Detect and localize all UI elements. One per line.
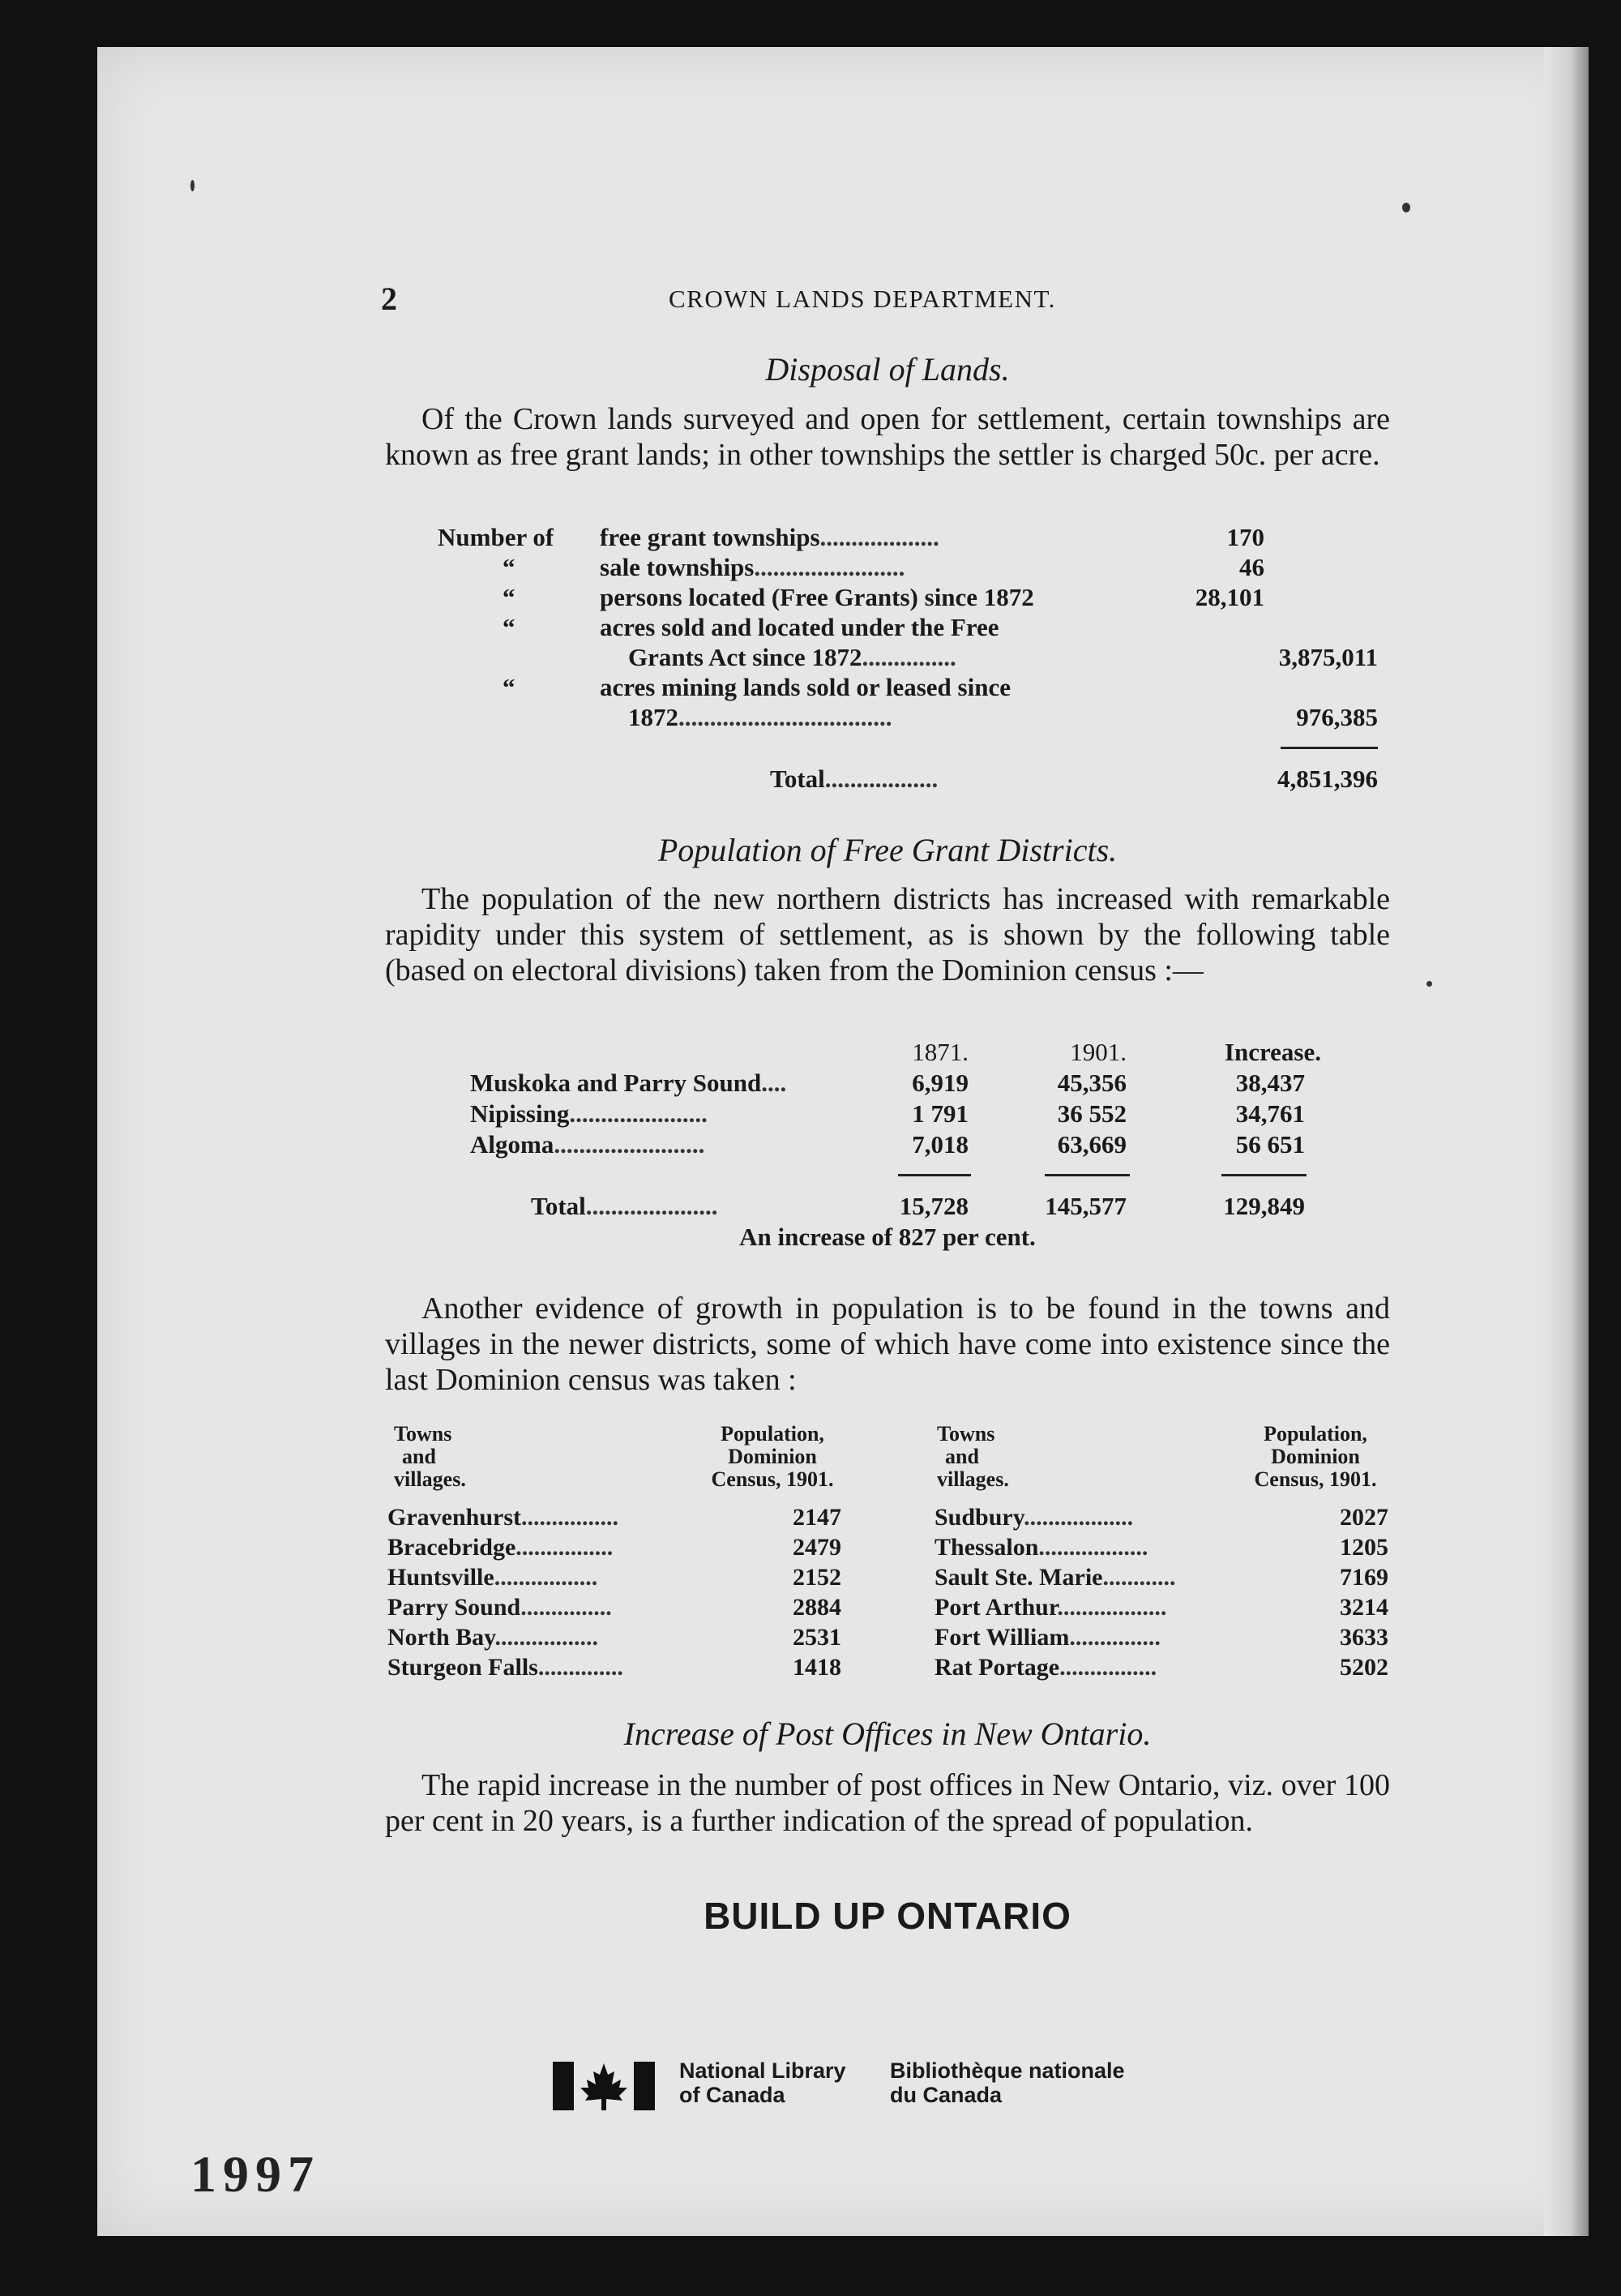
district-name <box>470 1130 704 1159</box>
row-label <box>600 523 939 552</box>
leader-dots: ........................ <box>754 553 905 581</box>
town-name <box>935 1534 1148 1561</box>
leader-dots: .................................. <box>678 703 892 731</box>
town-name <box>935 1594 1166 1621</box>
population-row <box>470 1130 1321 1161</box>
value-increase: 38,437 <box>1235 1069 1305 1097</box>
town-name <box>387 1624 598 1651</box>
disposal-row <box>438 523 1378 552</box>
leader-dots: ..................... <box>585 1192 718 1220</box>
section-title-population: Population of Free Grant Districts. <box>657 832 1118 868</box>
town-name-text: Bracebridge <box>387 1534 516 1561</box>
disposal-row <box>438 643 1378 672</box>
leader-dots: ................. <box>494 1564 598 1591</box>
section-title-disposal: Disposal of Lands. <box>765 351 1010 388</box>
leader-dots: ................. <box>494 1624 599 1651</box>
town-name <box>935 1504 1133 1531</box>
leader-dots: .................. <box>1024 1504 1134 1531</box>
district-name <box>470 1099 708 1129</box>
header-line: Population, <box>1264 1422 1367 1446</box>
disposal-row <box>438 703 1378 732</box>
col-header-1871: 1871. <box>912 1038 969 1066</box>
population-header-row <box>470 1038 1321 1069</box>
population-row <box>470 1099 1321 1130</box>
district-name <box>470 1069 786 1098</box>
value-increase: 34,761 <box>1235 1099 1305 1128</box>
town-population: 1205 <box>1340 1534 1388 1561</box>
town-row <box>935 1624 1388 1654</box>
row-prefix: “ <box>503 613 515 641</box>
col-header-increase: Increase. <box>1224 1038 1321 1066</box>
disposal-paragraph-text: Of the Crown lands surveyed and open for settlement, certain townships are known as free grant lands; in other townships the settler is charged 50c. per acre. <box>385 402 1390 472</box>
row-prefix: “ <box>503 553 515 581</box>
town-name <box>387 1594 612 1621</box>
town-name-text: Parry Sound <box>387 1594 521 1621</box>
header-line: Towns <box>937 1422 995 1446</box>
town-name <box>387 1504 618 1531</box>
row-label <box>628 643 956 672</box>
town-row <box>935 1594 1388 1624</box>
library-name-line: National Library <box>679 2058 846 2083</box>
town-population: 7169 <box>1340 1564 1388 1591</box>
row-label-text: sale townships <box>600 553 755 581</box>
increase-note: An increase of 827 per cent. <box>739 1223 1036 1251</box>
library-name-line: Bibliothèque nationale <box>890 2058 1125 2083</box>
town-name-text: Huntsville <box>387 1564 494 1591</box>
disposal-paragraph <box>385 401 1390 473</box>
disposal-total-row <box>438 765 1378 794</box>
value-1901: 63,669 <box>1057 1130 1127 1159</box>
row-value: 28,101 <box>1195 583 1264 611</box>
town-population: 2152 <box>793 1564 841 1591</box>
town-population: 2884 <box>793 1594 841 1621</box>
towns-header-population <box>704 1423 841 1491</box>
disposal-row <box>438 673 1378 702</box>
row-value: 46 <box>1239 553 1264 581</box>
leader-dots: ................ <box>521 1504 618 1531</box>
row-label: acres sold and located under the Free <box>600 613 999 641</box>
population-paragraph <box>385 881 1390 988</box>
leader-dots: ............... <box>1069 1624 1161 1651</box>
population-paragraph-text: The population of the new northern districts has increased with remarkable rapidity under this system of settlement, as is shown by the following table (based on electoral divisions) taken from the Dominion census :— <box>385 882 1390 987</box>
value-1901: 36 552 <box>1057 1099 1127 1128</box>
header-line: villages. <box>937 1467 1009 1491</box>
row-label-text: Grants Act since 1872 <box>628 643 862 671</box>
town-row <box>387 1564 841 1594</box>
row-label-text: free grant townships <box>600 523 820 551</box>
town-name-text: Port Arthur <box>935 1594 1058 1621</box>
value-1871: 7,018 <box>912 1130 969 1159</box>
row-value: 976,385 <box>1296 703 1378 731</box>
header-line: Population, <box>721 1422 824 1446</box>
disposal-row <box>438 553 1378 582</box>
value-1871: 1 791 <box>912 1099 969 1128</box>
leader-dots: ............ <box>1102 1564 1176 1591</box>
library-name-line: of Canada <box>679 2083 785 2107</box>
town-population: 2027 <box>1340 1504 1388 1531</box>
disposal-row <box>438 583 1378 612</box>
row-label: acres mining lands sold or leased since <box>600 673 1011 701</box>
town-name <box>387 1534 613 1561</box>
post-offices-paragraph <box>385 1767 1390 1839</box>
town-name-text: Thessalon <box>935 1534 1039 1561</box>
town-population: 5202 <box>1340 1654 1388 1681</box>
value-increase: 56 651 <box>1235 1130 1305 1159</box>
town-name-text: Sault Ste. Marie <box>935 1564 1103 1591</box>
library-name-french <box>890 2058 1125 2107</box>
town-row <box>387 1594 841 1624</box>
leader-dots: ................ <box>1059 1654 1157 1681</box>
district-name-text: Nipissing <box>470 1099 570 1128</box>
canada-flag-logo-icon <box>551 2058 657 2114</box>
towns-paragraph-text: Another evidence of growth in population is to be found in the towns and villages in the newer districts, some of which have come into existence since the last Dominion census was taken : <box>385 1292 1390 1397</box>
total-1871: 15,728 <box>899 1192 969 1220</box>
row-value: 170 <box>1226 523 1264 551</box>
total-1901: 145,577 <box>1045 1192 1127 1220</box>
district-name-text: Algoma <box>470 1130 554 1159</box>
population-total-row <box>470 1192 1321 1223</box>
total-label <box>531 1192 718 1221</box>
sum-rule <box>1281 747 1378 749</box>
total-label <box>770 765 938 794</box>
town-name <box>935 1564 1175 1591</box>
town-population: 3633 <box>1340 1624 1388 1651</box>
row-prefix: “ <box>503 673 515 701</box>
value-1871: 6,919 <box>912 1069 969 1097</box>
header-line: Census, 1901. <box>1254 1467 1377 1491</box>
leader-dots: .................. <box>1038 1534 1148 1561</box>
leader-dots: ...................... <box>569 1099 708 1128</box>
header-line: Census, 1901. <box>711 1467 834 1491</box>
page-number: 2 <box>381 281 397 317</box>
leader-dots: ........................ <box>554 1130 705 1159</box>
town-name-text: Rat Portage <box>935 1654 1060 1681</box>
towns-header-population-2 <box>1238 1423 1392 1491</box>
town-name <box>387 1564 597 1591</box>
leader-dots: .................. <box>824 765 939 793</box>
town-name <box>935 1654 1157 1681</box>
town-population: 2531 <box>793 1624 841 1651</box>
town-population: 2147 <box>793 1504 841 1531</box>
sum-rule <box>898 1174 971 1176</box>
total-label-text: Total <box>770 765 825 793</box>
header-line: villages. <box>394 1467 466 1491</box>
towns-header-left <box>394 1423 466 1491</box>
sum-rule <box>1045 1174 1130 1176</box>
row-prefix: “ <box>503 583 515 611</box>
header-line: Dominion <box>728 1445 817 1468</box>
towns-header-left-2 <box>937 1423 1009 1491</box>
running-head: CROWN LANDS DEPARTMENT. <box>669 285 1056 313</box>
town-name-text: Fort William <box>935 1624 1070 1651</box>
town-name-text: Sudbury <box>935 1504 1024 1531</box>
leader-dots: ............... <box>520 1594 612 1621</box>
page-header <box>381 280 1394 320</box>
leader-dots: ................... <box>819 523 939 551</box>
leader-dots: ................ <box>515 1534 614 1561</box>
town-row <box>387 1654 841 1684</box>
row-prefix: Number of <box>438 523 554 551</box>
row-value: 3,875,011 <box>1278 643 1378 671</box>
row-label <box>600 553 905 582</box>
total-increase: 129,849 <box>1223 1192 1305 1220</box>
town-row <box>935 1534 1388 1564</box>
sum-rule <box>1221 1174 1307 1176</box>
header-line: Towns <box>394 1422 452 1446</box>
district-name-text: Muskoka and Parry Sound <box>470 1069 762 1097</box>
town-population: 2479 <box>793 1534 841 1561</box>
library-credit <box>551 2055 1200 2120</box>
leader-dots: ............... <box>862 643 956 671</box>
header-line: Dominion <box>1271 1445 1360 1468</box>
town-row <box>387 1504 841 1534</box>
town-population: 3214 <box>1340 1594 1388 1621</box>
leader-dots: .................. <box>1057 1594 1167 1621</box>
leader-dots: .............. <box>537 1654 623 1681</box>
towns-paragraph <box>385 1291 1390 1398</box>
header-line: and <box>945 1445 979 1468</box>
town-name-text: Sturgeon Falls <box>387 1654 538 1681</box>
header-line: and <box>402 1445 436 1468</box>
section-title-post-offices: Increase of Post Offices in New Ontario. <box>623 1716 1152 1752</box>
row-label <box>628 703 892 732</box>
population-row <box>470 1069 1321 1099</box>
slogan: BUILD UP ONTARIO <box>704 1895 1071 1937</box>
town-row <box>387 1534 841 1564</box>
town-row <box>935 1504 1388 1534</box>
col-header-1901: 1901. <box>1070 1038 1127 1066</box>
row-label-text: 1872 <box>628 703 678 731</box>
total-value: 4,851,396 <box>1277 765 1378 793</box>
library-name-line: du Canada <box>890 2083 1003 2107</box>
town-name <box>387 1654 623 1681</box>
leader-dots: .... <box>761 1069 787 1097</box>
value-1901: 45,356 <box>1057 1069 1127 1097</box>
town-name-text: Gravenhurst <box>387 1504 521 1531</box>
town-row <box>387 1624 841 1654</box>
town-name-text: North Bay <box>387 1624 495 1651</box>
town-name <box>935 1624 1161 1651</box>
row-label: persons located (Free Grants) since 1872 <box>600 583 1034 611</box>
town-row <box>935 1654 1388 1684</box>
year-stamp: 1997 <box>190 2145 320 2203</box>
town-population: 1418 <box>793 1654 841 1681</box>
post-offices-paragraph-text: The rapid increase in the number of post offices in New Ontario, viz. over 100 per cent in 20 years, is a further indication of the spread of population. <box>385 1768 1390 1838</box>
total-label-text: Total <box>531 1192 586 1220</box>
library-name-english <box>679 2058 846 2107</box>
disposal-row <box>438 613 1378 642</box>
town-row <box>935 1564 1388 1594</box>
